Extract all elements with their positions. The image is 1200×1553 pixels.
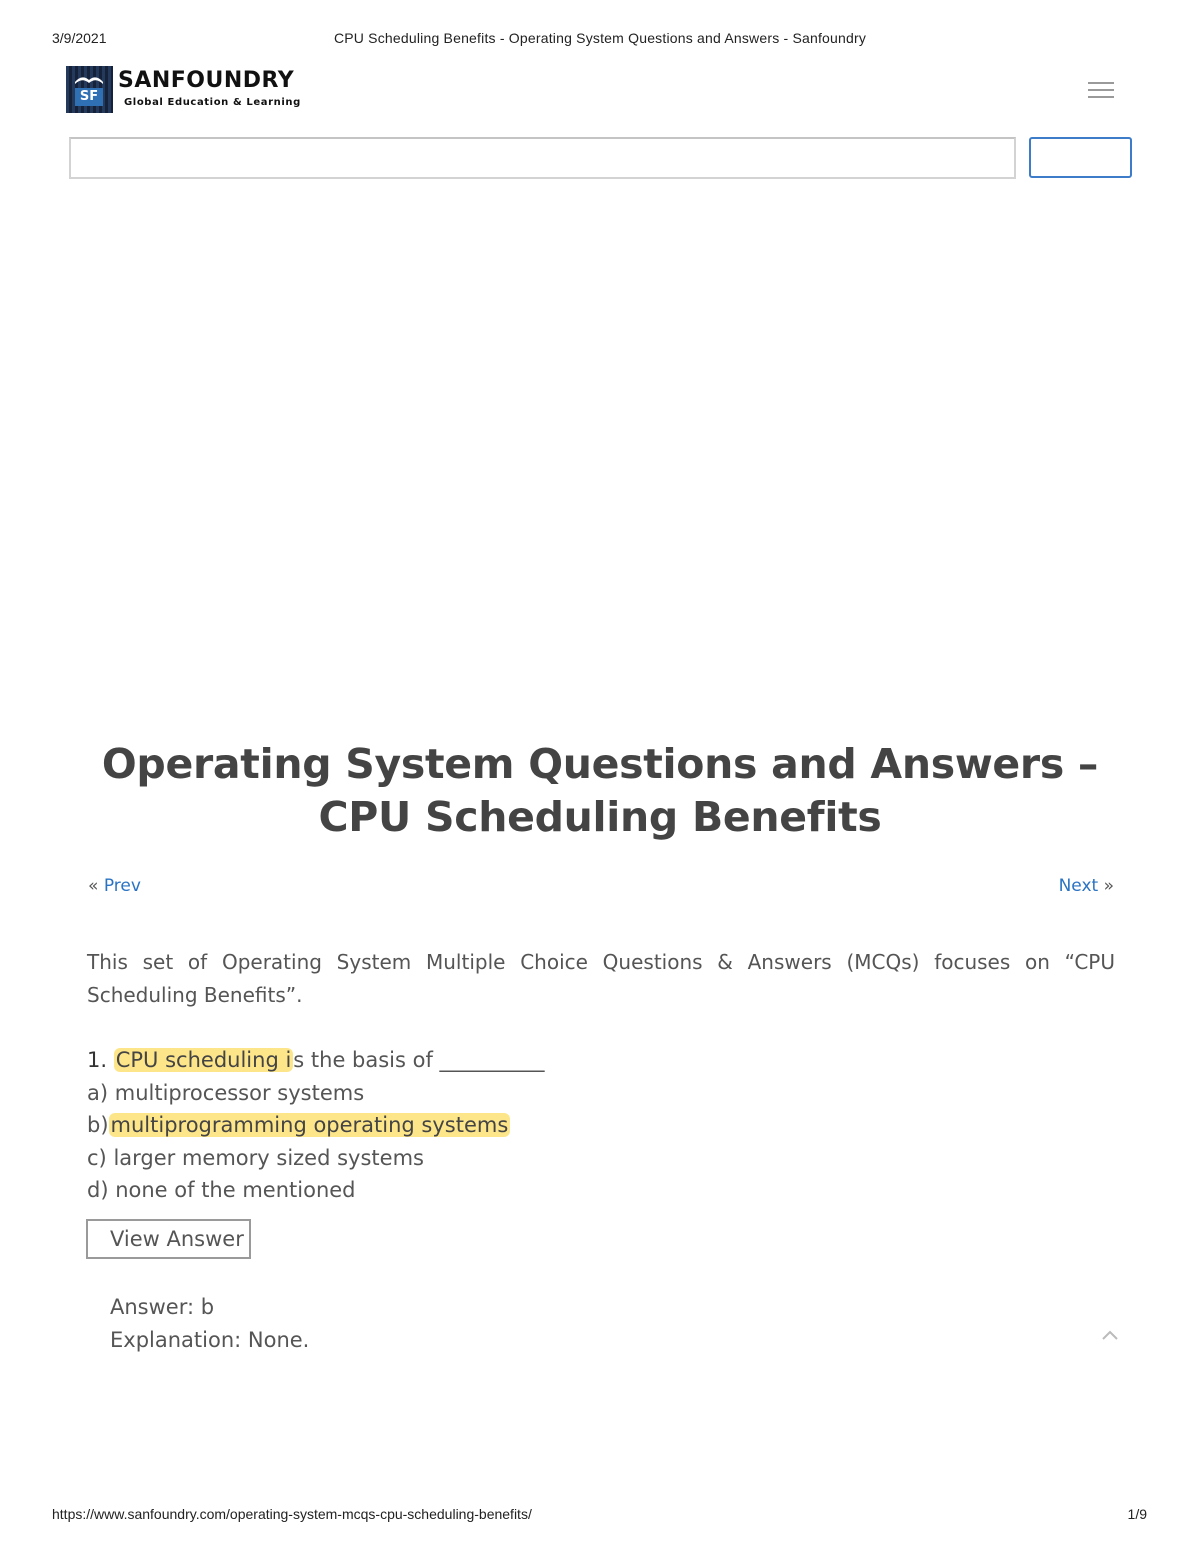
option-letter: c) [87, 1145, 107, 1170]
option-letter: d) [87, 1178, 109, 1203]
question-rest: s the basis of __________ [293, 1048, 545, 1072]
search-input[interactable] [69, 137, 1016, 179]
logo-badge-text: SF [75, 88, 103, 106]
chevron-up-icon[interactable] [1100, 1328, 1120, 1342]
option-b [87, 1109, 787, 1142]
intro-paragraph: This set of Operating System Multiple Choice Questions & Answers (MCQs) focuses on “CPU Scheduling Benefits”. [87, 950, 1115, 1007]
print-url: https://www.sanfoundry.com/operating-system-mcqs-cpu-scheduling-benefits/ [52, 1506, 532, 1522]
hamburger-menu-icon[interactable] [1088, 82, 1114, 98]
explanation-text: Explanation: None. [110, 1328, 310, 1352]
print-page-title: CPU Scheduling Benefits - Operating System Questions and Answers - Sanfoundry [333, 30, 867, 46]
question-block [87, 1044, 787, 1207]
question-number: 1. [87, 1048, 108, 1072]
next-arrow: » [1103, 876, 1114, 896]
highlighted-text: CPU scheduling i [115, 1048, 292, 1072]
logo-badge [66, 66, 113, 113]
print-page-number: 1/9 [1127, 1506, 1147, 1522]
option-d [87, 1174, 787, 1207]
next-label: Next [1058, 876, 1099, 896]
prev-link[interactable] [88, 876, 141, 896]
view-answer-button[interactable]: View Answer [86, 1219, 251, 1259]
answer-block [110, 1291, 309, 1357]
option-a [87, 1077, 787, 1110]
print-header [0, 30, 1200, 50]
print-footer [0, 1506, 1200, 1526]
option-text-highlighted: multiprogramming operating systems [110, 1113, 509, 1138]
option-letter: b) [87, 1113, 109, 1138]
search-button[interactable] [1029, 137, 1132, 178]
option-text: none of the mentioned [115, 1178, 356, 1203]
prev-arrow: « [88, 876, 99, 896]
logo-name: SANFOUNDRY [118, 68, 295, 93]
prev-label: Prev [103, 876, 141, 896]
option-c [87, 1142, 787, 1175]
site-logo[interactable] [66, 66, 326, 116]
answer-text: Answer: b [110, 1295, 215, 1319]
option-letter: a) [87, 1080, 109, 1105]
next-link[interactable] [1059, 876, 1114, 896]
book-icon [74, 72, 104, 84]
option-text: larger memory sized systems [113, 1145, 424, 1170]
print-date: 3/9/2021 [52, 30, 107, 46]
page-title: Operating System Questions and Answers – CPU Scheduling Benefits [101, 740, 1099, 841]
logo-tagline: Global Education & Learning [124, 97, 301, 108]
option-text: multiprocessor systems [114, 1080, 365, 1105]
question-text [87, 1044, 787, 1077]
